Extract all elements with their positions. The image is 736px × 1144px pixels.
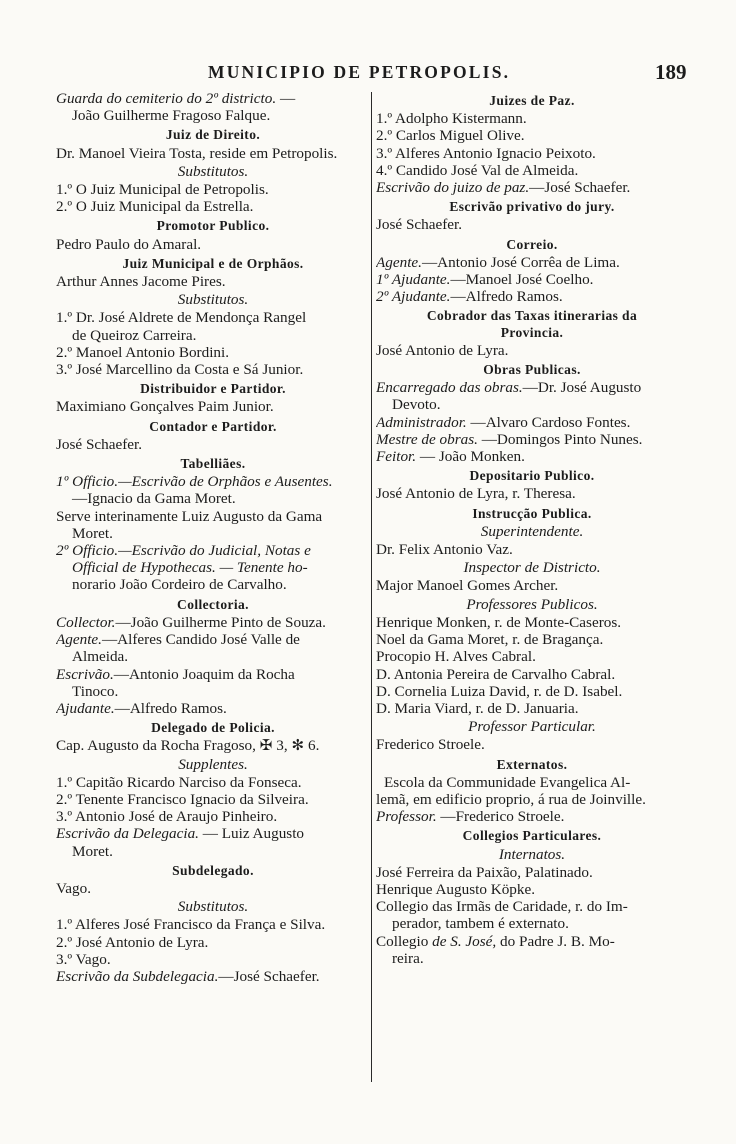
section-heading-collegios: Collegios Particulares. <box>462 828 602 844</box>
juiz-direito-sub: Substitutos. <box>177 162 249 180</box>
administrador-line <box>376 414 688 431</box>
correio-ajudante-1-value: —Manoel José Coelho. <box>450 271 594 289</box>
subdelegacia-escrivao-value: —José Schaefer. <box>218 967 320 985</box>
subdelegacia-escrivao-label: Escrivão da Subdelegacia. <box>56 967 219 985</box>
page-number: 189 <box>655 60 687 84</box>
section-heading-externatos: Externatos. <box>496 756 568 772</box>
encarregado-label: Encarregado das obras. <box>376 379 523 397</box>
guarda-line <box>56 90 370 107</box>
juiz-municipal-line: Arthur Annes Jacome Pires. <box>56 273 226 291</box>
serve-line: Serve interinamente Luiz Augusto da Gama <box>56 507 323 525</box>
administrador-label: Administrador. <box>376 413 467 431</box>
section-heading-promotor: Promotor Publico. <box>156 218 270 234</box>
juizo-paz-escrivao-label: Escrivão do juizo de paz. <box>376 179 530 197</box>
section-heading-correio: Correio. <box>506 236 558 252</box>
externato-professor-line <box>376 808 688 825</box>
guarda-label: Guarda do cemiterio do 2º districto. <box>56 90 277 107</box>
delegado-line: Cap. Augusto da Rocha Fragoso, ✠ 3, ✻ 6. <box>56 737 320 755</box>
section-heading-obras: Obras Publicas. <box>483 362 581 378</box>
externato-professor-value: —Frederico Stroele. <box>440 808 565 826</box>
list-item: 2.º Tenente Francisco Ignacio da Silveira. <box>56 790 309 808</box>
list-item: Henrique Augusto Köpke. <box>376 880 536 898</box>
internatos-sub: Internatos. <box>498 845 566 863</box>
list-item: Noel da Gama Moret, r. de Bragança. <box>376 631 604 649</box>
correio-ajudante-2-line <box>376 288 688 305</box>
section-heading-instrucao: Instrucção Publica. <box>472 505 592 521</box>
correio-ajudante-1-line <box>376 271 688 288</box>
encarregado-line <box>376 379 688 396</box>
ajudante-value: —Alfredo Ramos. <box>114 699 227 717</box>
juiz-direito-line: Dr. Manoel Vieira Tosta, reside em Petropolis. <box>56 144 338 162</box>
delegacia-escrivao-value: — Luiz Augusto <box>202 825 305 843</box>
collegio-sj-name: de S. José, <box>432 932 497 950</box>
guarda-dash: — <box>276 90 296 107</box>
list-item: D. Cornelia Luiza David, r. de D. Isabel. <box>376 682 623 700</box>
correio-ajudante-2-value: —Alfredo Ramos. <box>450 288 563 306</box>
correio-agente-label: Agente. <box>376 253 422 271</box>
encarregado-value: —Dr. José Augusto <box>522 379 642 397</box>
superintendente-line: Dr. Felix Antonio Vaz. <box>376 541 513 559</box>
encarregado-continuation: Devoto. <box>392 396 441 414</box>
agente-value: —Alferes Candido José Valle de <box>101 631 300 649</box>
list-item: 1.º Capitão Ricardo Narciso da Fonseca. <box>56 773 302 791</box>
inspector-line: Major Manoel Gomes Archer. <box>376 577 559 595</box>
juizo-paz-escrivao-line <box>376 179 688 196</box>
escrivao-jury-line: José Schaefer. <box>376 216 463 234</box>
list-item: 2.º José Antonio de Lyra. <box>56 933 209 951</box>
feitor-line <box>376 448 688 465</box>
column-divider <box>371 92 372 1082</box>
particular-sub: Professor Particular. <box>468 718 596 736</box>
officio-2-line: Official de Hypothecas. — Tenente ho- <box>72 559 308 577</box>
list-item: 3.º Alferes Antonio Ignacio Peixoto. <box>376 144 596 162</box>
juiz-municipal-sub: Substitutos. <box>177 291 249 309</box>
externato-professor-label: Professor. <box>376 808 437 826</box>
list-item: Collegio das Irmãs de Caridade, r. do Im- <box>376 898 628 916</box>
section-heading-contador: Contador e Partidor. <box>149 418 277 434</box>
feitor-label: Feitor. <box>376 448 417 466</box>
section-heading-collectoria: Collectoria. <box>177 596 249 612</box>
mestre-value: —Domingos Pinto Nunes. <box>481 430 643 448</box>
superintendente-sub: Superintendente. <box>480 522 584 540</box>
list-item-continuation: reira. <box>392 949 424 967</box>
right-column <box>376 90 688 967</box>
list-item: 1.º Adolpho Kistermann. <box>376 110 527 128</box>
mestre-line <box>376 431 688 448</box>
delegacia-escrivao-line <box>56 825 370 842</box>
list-item: Henrique Monken, r. de Monte-Caseros. <box>376 613 622 631</box>
section-heading-juizes-paz: Juizes de Paz. <box>489 93 575 108</box>
section-heading-juiz-direito: Juiz de Direito. <box>165 127 261 143</box>
list-item: 2.º O Juiz Municipal da Estrella. <box>56 198 254 216</box>
mestre-label: Mestre de obras. <box>376 430 478 448</box>
section-heading-juiz-municipal: Juiz Municipal e de Orphãos. <box>122 255 304 271</box>
escola-continuation: lemã, em edificio proprio, á rua de Joinville. <box>376 790 646 808</box>
list-item: 3.º Vago. <box>56 950 111 968</box>
list-item: 2.º Carlos Miguel Olive. <box>376 127 525 145</box>
escrivao-label: Escrivão. <box>56 665 114 683</box>
guarda-name: João Guilherme Fragoso Falque. <box>72 107 271 125</box>
officio-1-label: 1º Officio.—Escrivão de Orphãos e Ausentes. <box>56 473 333 491</box>
correio-ajudante-2-label: 2º Ajudante. <box>376 288 451 306</box>
escola-line: Escola da Communidade Evangelica Al- <box>384 773 631 791</box>
collector-value: —João Guilherme Pinto de Souza. <box>115 613 326 631</box>
promotor-line: Pedro Paulo do Amaral. <box>56 235 202 253</box>
section-heading-escrivao-jury: Escrivão privativo do jury. <box>449 199 615 215</box>
section-heading-distribuidor: Distribuidor e Partidor. <box>140 381 286 397</box>
delegacia-escrivao-label: Escrivão da Delegacia. <box>56 825 199 843</box>
agente-continuation: Almeida. <box>72 648 129 666</box>
agente-label: Agente. <box>56 631 102 649</box>
section-heading-cobrador-continuation: Provincia. <box>500 324 564 340</box>
section-heading-tabelliaes: Tabelliães. <box>180 456 246 472</box>
list-item: 2.º Manoel Antonio Bordini. <box>56 343 230 361</box>
escrivao-continuation: Tinoco. <box>72 682 119 700</box>
section-heading-delegado: Delegado de Policia. <box>151 720 275 736</box>
subdelegado-line: Vago. <box>56 879 92 897</box>
page-title: MUNICIPIO DE PETROPOLIS. <box>208 62 511 82</box>
correio-agente-value: —Antonio José Corrêa de Lima. <box>421 253 620 271</box>
delegacia-escrivao-continuation: Moret. <box>72 842 113 860</box>
inspector-sub: Inspector de Districto. <box>463 559 601 577</box>
list-item: José Ferreira da Paixão, Palatinado. <box>376 863 593 881</box>
list-item: 3.º José Marcellino da Costa e Sá Junior. <box>56 361 304 379</box>
professores-sub: Professores Publicos. <box>466 595 598 613</box>
list-item: 1.º Alferes José Francisco da França e Silva. <box>56 916 326 934</box>
collector-line <box>56 614 370 631</box>
correio-ajudante-1-label: 1º Ajudante. <box>376 271 451 289</box>
depositario-line: José Antonio de Lyra, r. Theresa. <box>376 485 576 503</box>
particular-line: Frederico Stroele. <box>376 736 485 754</box>
feitor-value: — João Monken. <box>419 448 525 466</box>
left-column <box>56 90 370 985</box>
list-item: 4.º Candido José Val de Almeida. <box>376 161 579 179</box>
list-item: 3.º Antonio José de Araujo Pinheiro. <box>56 808 278 826</box>
serve-line-continuation: Moret. <box>72 524 113 542</box>
list-item: D. Maria Viard, r. de D. Januaria. <box>376 699 579 717</box>
correio-agente-line <box>376 254 688 271</box>
list-item-continuation: perador, tambem é externato. <box>392 915 569 933</box>
contador-line: José Schaefer. <box>56 435 143 453</box>
list-item-continuation: de Queiroz Carreira. <box>72 326 197 344</box>
agente-line <box>56 631 370 648</box>
list-item <box>376 933 688 950</box>
collegio-sj-post: do Padre J. B. Mo- <box>496 932 615 950</box>
list-item: 1.º O Juiz Municipal de Petropolis. <box>56 181 269 199</box>
officio-1-name: —Ignacio da Gama Moret. <box>72 490 236 508</box>
page-header <box>0 60 736 90</box>
list-item: 1.º Dr. José Aldrete de Mendonça Rangel <box>56 309 307 327</box>
administrador-value: —Alvaro Cardoso Fontes. <box>470 413 631 431</box>
list-item: D. Antonia Pereira de Carvalho Cabral. <box>376 665 616 683</box>
section-heading-depositario: Depositario Publico. <box>469 468 595 484</box>
escrivao-value: —Antonio Joaquim da Rocha <box>113 665 295 683</box>
section-heading-cobrador: Cobrador das Taxas itinerarias da <box>426 308 638 324</box>
delegado-sub: Supplentes. <box>178 755 248 773</box>
ajudante-label: Ajudante. <box>56 699 115 717</box>
subdelegacia-escrivao-line <box>56 968 370 985</box>
collegio-sj-pre: Collegio <box>376 932 433 950</box>
officio-2-line: 2º Officio.—Escrivão do Judicial, Notas e <box>56 542 311 560</box>
juizo-paz-escrivao-value: —José Schaefer. <box>529 179 631 197</box>
cobrador-line: José Antonio de Lyra. <box>376 341 509 359</box>
distribuidor-line: Maximiano Gonçalves Paim Junior. <box>56 398 274 416</box>
subdelegado-sub: Substitutos. <box>177 898 249 916</box>
section-heading-subdelegado: Subdelegado. <box>172 862 254 878</box>
escrivao-line <box>56 666 370 683</box>
officio-2-line: norario João Cordeiro de Carvalho. <box>72 576 287 594</box>
ajudante-line <box>56 700 370 717</box>
list-item: Procopio H. Alves Cabral. <box>376 648 536 666</box>
collector-label: Collector. <box>56 613 116 631</box>
